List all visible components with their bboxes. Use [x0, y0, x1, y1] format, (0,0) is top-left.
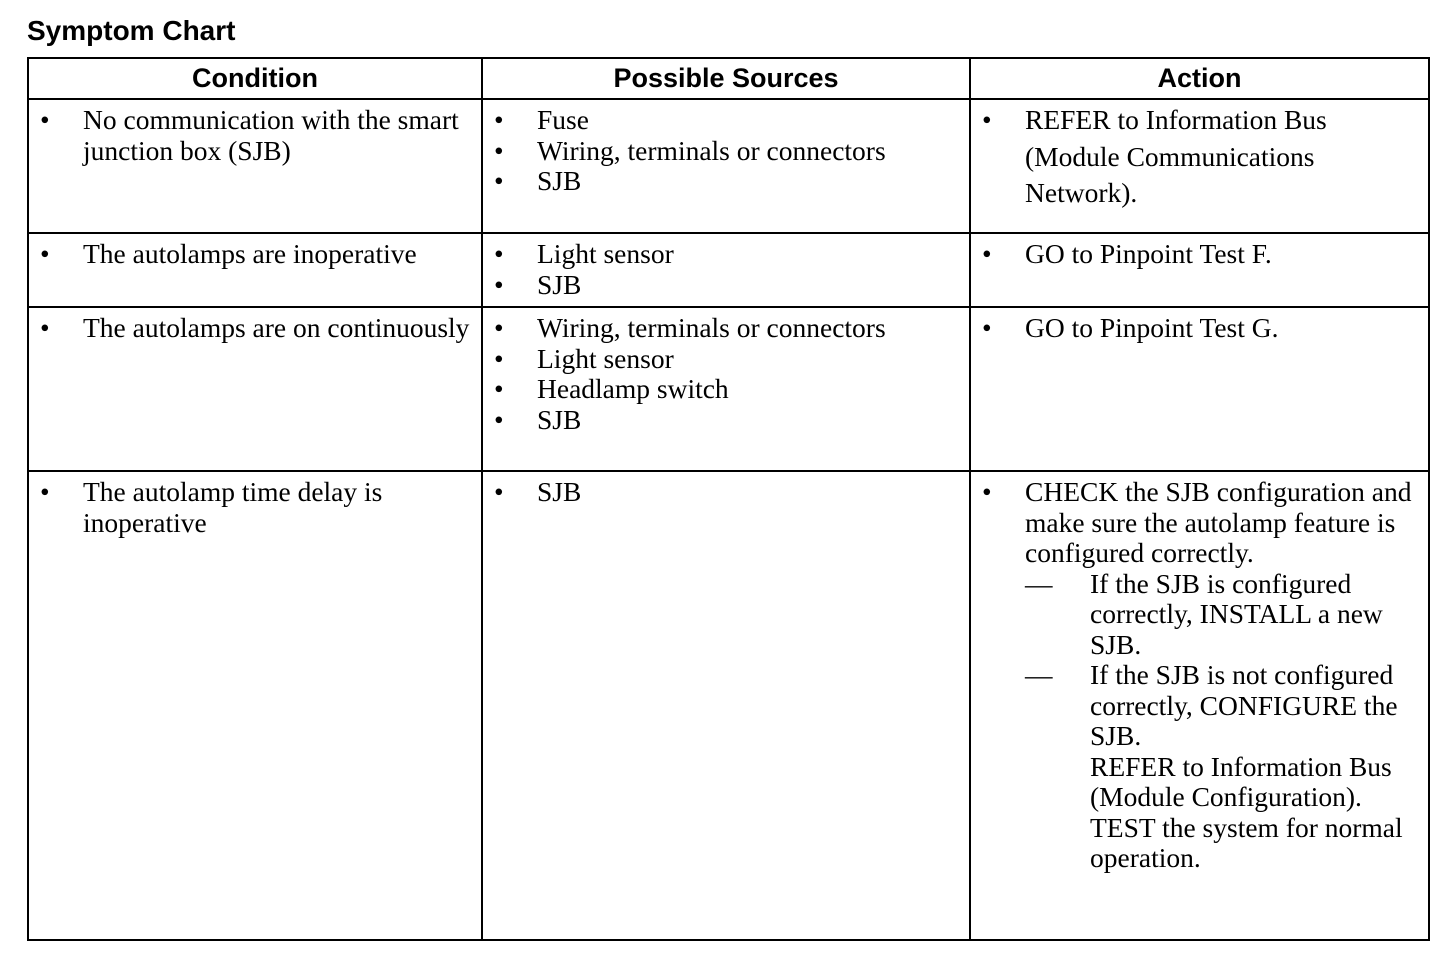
bullet-icon: • [494, 312, 504, 343]
dash-icon: — [1025, 567, 1053, 599]
source-item: • SJB [494, 476, 582, 507]
bullet-icon: • [494, 342, 504, 374]
condition-cell [28, 307, 482, 471]
bullet-icon: • [494, 403, 504, 435]
condition-item: • No communication with the smart junction box (SJB) [40, 104, 459, 166]
header-condition: Condition [28, 58, 482, 99]
sources-cell [482, 233, 970, 307]
table-row [28, 233, 1429, 307]
source-item: • SJB [494, 403, 582, 435]
source-item: • Light sensor [494, 238, 674, 269]
action-item: • REFER to Information Bus (Module Communications Network). [982, 104, 1327, 208]
dash-icon: — [1025, 659, 1053, 690]
substep-test-text: TEST the system for normal operation. [1090, 811, 1403, 873]
bullet-icon: • [494, 134, 504, 166]
bullet-icon: • [982, 238, 992, 269]
condition-item: • The autolamps are inoperative [40, 238, 417, 269]
sources-cell [482, 471, 970, 940]
bullet-icon: • [982, 476, 992, 507]
condition-cell [28, 99, 482, 233]
symptom-chart-table [27, 57, 1430, 941]
action-cell [970, 233, 1429, 307]
page-title: Symptom Chart [27, 15, 236, 46]
header-possible-sources: Possible Sources [482, 58, 970, 99]
bullet-icon: • [982, 104, 992, 135]
bullet-icon: • [494, 238, 504, 269]
condition-cell [28, 233, 482, 307]
sources-cell [482, 99, 970, 233]
table-header-row [28, 58, 1429, 99]
bullet-icon: • [40, 312, 50, 343]
action-substeps [1025, 569, 1420, 874]
condition-item: • The autolamp time delay is inoperative [40, 476, 383, 538]
bullet-icon: • [40, 476, 50, 507]
bullet-icon: • [40, 238, 50, 269]
bullet-icon: • [494, 268, 504, 300]
bullet-icon: • [40, 104, 50, 135]
action-substep: — If the SJB is not configured correctly, CONFIGURE the SJB. REFER to Information Bus (Module Configuration). TEST the system for normal operation. [1025, 660, 1420, 874]
action-cell [970, 99, 1429, 233]
table-row [28, 307, 1429, 471]
bullet-icon: • [494, 476, 504, 507]
sources-cell [482, 307, 970, 471]
table-row [28, 471, 1429, 940]
action-item: • GO to Pinpoint Test G. [982, 312, 1279, 343]
substep-refer-text: REFER to Information Bus (Module Configuration). [1090, 750, 1392, 812]
source-item: • SJB [494, 268, 582, 300]
action-item: • CHECK the SJB configuration and make sure the autolamp feature is configured correctly. — If the SJB is configured correctly, INSTALL a new SJB. — If the SJB is not configured correctly, CONFIGURE the SJB. REFER to Information Bus (Module Configuration). TEST the system for normal operation. [971, 477, 1420, 874]
source-item: • SJB [494, 165, 582, 196]
source-item: • Wiring, terminals or connectors [494, 312, 886, 343]
source-item: • Headlamp switch [494, 373, 729, 404]
source-item: • Fuse [494, 104, 589, 135]
bullet-icon: • [494, 373, 504, 404]
action-cell [970, 307, 1429, 471]
header-action: Action [970, 58, 1429, 99]
bullet-icon: • [982, 312, 992, 343]
condition-cell [28, 471, 482, 940]
table-row [28, 99, 1429, 233]
action-item: • GO to Pinpoint Test F. [982, 238, 1272, 269]
source-item: • Wiring, terminals or connectors [494, 134, 886, 166]
bullet-icon: • [494, 104, 504, 135]
bullet-icon: • [494, 165, 504, 196]
source-item: • Light sensor [494, 342, 674, 374]
condition-item: • The autolamps are on continuously [40, 312, 470, 343]
action-substep: — If the SJB is configured correctly, INSTALL a new SJB. [1025, 567, 1383, 660]
action-cell [970, 471, 1429, 940]
